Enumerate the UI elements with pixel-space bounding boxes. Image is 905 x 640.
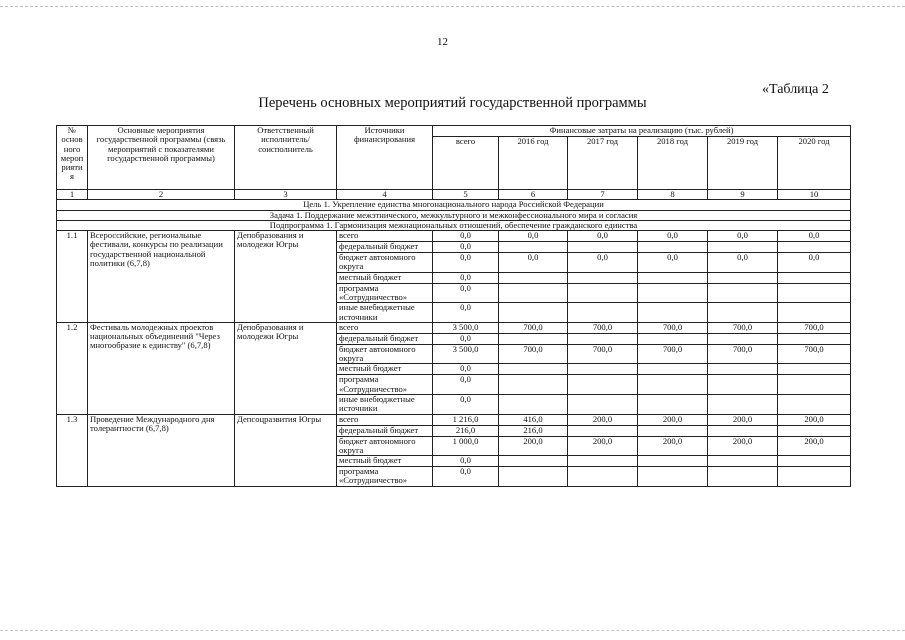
amount-2019: 0,0 [708,231,778,242]
table-row [57,322,851,333]
amount-total: 0,0 [433,242,499,253]
goal-row [57,200,851,210]
amount-total: 0,0 [433,364,499,375]
amount-2016: 200,0 [499,436,568,456]
amount-2020: 200,0 [778,436,851,456]
amount-total: 0,0 [433,253,499,273]
amount-2017: 700,0 [568,344,638,364]
header-2020: 2020 год [778,137,851,190]
amount-2019 [708,333,778,344]
amount-2020 [778,456,851,467]
header-2018: 2018 год [638,137,708,190]
amount-2018 [638,425,708,436]
amount-2016 [499,375,568,395]
header-2017: 2017 год [568,137,638,190]
amount-2020 [778,394,851,414]
table-row [57,414,851,425]
amount-2017: 0,0 [568,231,638,242]
funding-source: федеральный бюджет [337,242,433,253]
amount-2017 [568,425,638,436]
amount-2016 [499,272,568,283]
activity-number: 1.3 [57,414,88,486]
amount-total: 0,0 [433,333,499,344]
header-total: всего [433,137,499,190]
amount-2019: 0,0 [708,253,778,273]
amount-2017 [568,333,638,344]
column-number: 5 [433,190,499,200]
column-number: 1 [57,190,88,200]
amount-2016 [499,333,568,344]
amount-2018 [638,394,708,414]
funding-source: федеральный бюджет [337,333,433,344]
amount-2016 [499,364,568,375]
column-number: 3 [235,190,337,200]
amount-2020: 0,0 [778,253,851,273]
amount-total: 0,0 [433,231,499,242]
funding-source: программа «Сотрудничество» [337,283,433,303]
amount-2016 [499,456,568,467]
amount-total: 1 216,0 [433,414,499,425]
amount-2018: 0,0 [638,231,708,242]
amount-2016: 0,0 [499,231,568,242]
funding-source: местный бюджет [337,272,433,283]
amount-2020 [778,242,851,253]
amount-2020: 700,0 [778,344,851,364]
scan-edge-bottom [0,630,905,631]
amount-2018 [638,272,708,283]
amount-total: 0,0 [433,272,499,283]
amount-2019 [708,272,778,283]
subprogram-text: Подпрограмма 1. Гармонизация межнациональных отношений, обеспечение гражданского единства [57,220,851,230]
activity-executor: Депобразования и молодежи Югры [235,231,337,323]
amount-2020: 200,0 [778,414,851,425]
amount-2019 [708,364,778,375]
amount-2017: 200,0 [568,414,638,425]
amount-total: 0,0 [433,394,499,414]
column-number: 8 [638,190,708,200]
amount-2019: 200,0 [708,414,778,425]
column-number-row [57,190,851,200]
amount-total: 3 500,0 [433,344,499,364]
amount-total: 0,0 [433,303,499,323]
page-number: 12 [437,36,448,48]
activity-name: Проведение Международного дня толерантности (6,7,8) [88,414,235,486]
funding-source: бюджет автономного округа [337,436,433,456]
column-number: 9 [708,190,778,200]
amount-2018 [638,333,708,344]
amount-2017: 200,0 [568,436,638,456]
amount-2018 [638,467,708,487]
table-label: «Таблица 2 [762,82,829,97]
amount-2016 [499,242,568,253]
amount-2016 [499,283,568,303]
funding-source: иные внебюджетные источники [337,394,433,414]
amount-2018 [638,283,708,303]
header-num: № основ ного мероп рияти я [57,126,88,190]
amount-2016 [499,303,568,323]
amount-2020 [778,364,851,375]
amount-2017: 0,0 [568,253,638,273]
amount-2020 [778,375,851,395]
amount-2017 [568,364,638,375]
amount-2017: 700,0 [568,322,638,333]
amount-2020 [778,333,851,344]
amount-2019: 700,0 [708,344,778,364]
amount-2017 [568,242,638,253]
activity-name: Всероссийские, региональные фестивали, конкурсы по реализации государственной национальной политики (6,7,8) [88,231,235,323]
amount-2019 [708,375,778,395]
column-number: 7 [568,190,638,200]
amount-2019 [708,242,778,253]
header-executor: Ответственный исполнитель/ соисполнитель [235,126,337,190]
funding-source: бюджет автономного округа [337,253,433,273]
amount-2019 [708,425,778,436]
amount-2020 [778,303,851,323]
header-2016: 2016 год [499,137,568,190]
amount-2016: 416,0 [499,414,568,425]
amount-2017 [568,394,638,414]
scan-edge-top [0,6,905,7]
amount-2018: 200,0 [638,436,708,456]
amount-2019 [708,394,778,414]
header-activity: Основные мероприятия государственной программы (связь мероприятий с показателями государственной программы) [88,126,235,190]
column-number: 4 [337,190,433,200]
amount-2019 [708,283,778,303]
amount-total: 216,0 [433,425,499,436]
amount-2018 [638,364,708,375]
column-number: 10 [778,190,851,200]
financing-table [56,125,851,487]
funding-source: местный бюджет [337,456,433,467]
amount-2020 [778,467,851,487]
amount-total: 3 500,0 [433,322,499,333]
amount-2016: 700,0 [499,322,568,333]
amount-2017 [568,467,638,487]
header-2019: 2019 год [708,137,778,190]
amount-2016: 216,0 [499,425,568,436]
task-text: Задача 1. Поддержание межэтнического, межкультурного и межконфессионального мира и согласия [57,210,851,220]
goal-text: Цель 1. Укрепление единства многонационального народа Российской Федерации [57,200,851,210]
amount-2020 [778,425,851,436]
amount-2018 [638,303,708,323]
funding-source: бюджет автономного округа [337,344,433,364]
amount-2020: 0,0 [778,231,851,242]
funding-source: программа «Сотрудничество» [337,467,433,487]
amount-total: 0,0 [433,467,499,487]
header-financing: Финансовые затраты на реализацию (тыс. рублей) [433,126,851,137]
amount-2018 [638,242,708,253]
funding-source: всего [337,414,433,425]
subprogram-row [57,220,851,230]
activity-executor: Депобразования и молодежи Югры [235,322,337,414]
table-row [57,231,851,242]
amount-2020: 700,0 [778,322,851,333]
amount-2017 [568,375,638,395]
amount-total: 1 000,0 [433,436,499,456]
amount-2018 [638,456,708,467]
document-title: Перечень основных мероприятий государственной программы [258,95,647,111]
amount-total: 0,0 [433,283,499,303]
column-number: 2 [88,190,235,200]
activity-executor: Депсоцразвития Югры [235,414,337,486]
amount-2018: 0,0 [638,253,708,273]
amount-2020 [778,272,851,283]
funding-source: программа «Сотрудничество» [337,375,433,395]
funding-source: иные внебюджетные источники [337,303,433,323]
activity-number: 1.2 [57,322,88,414]
amount-2016: 0,0 [499,253,568,273]
funding-source: всего [337,231,433,242]
funding-source: местный бюджет [337,364,433,375]
amount-2016: 700,0 [499,344,568,364]
amount-2016 [499,394,568,414]
amount-2019 [708,467,778,487]
column-number: 6 [499,190,568,200]
amount-2018 [638,375,708,395]
amount-2017 [568,456,638,467]
amount-2017 [568,303,638,323]
activity-name: Фестиваль молодежных проектов национальных объединений "Через многообразие к единству" (6,7,8) [88,322,235,414]
amount-total: 0,0 [433,456,499,467]
amount-2017 [568,283,638,303]
amount-2019: 700,0 [708,322,778,333]
amount-2018: 700,0 [638,344,708,364]
amount-2018: 700,0 [638,322,708,333]
header-row-1 [57,126,851,137]
amount-total: 0,0 [433,375,499,395]
amount-2018: 200,0 [638,414,708,425]
amount-2017 [568,272,638,283]
header-source: Источники финансирования [337,126,433,190]
amount-2019 [708,456,778,467]
amount-2019: 200,0 [708,436,778,456]
amount-2019 [708,303,778,323]
funding-source: федеральный бюджет [337,425,433,436]
funding-source: всего [337,322,433,333]
activity-number: 1.1 [57,231,88,323]
amount-2016 [499,467,568,487]
amount-2020 [778,283,851,303]
task-row [57,210,851,220]
